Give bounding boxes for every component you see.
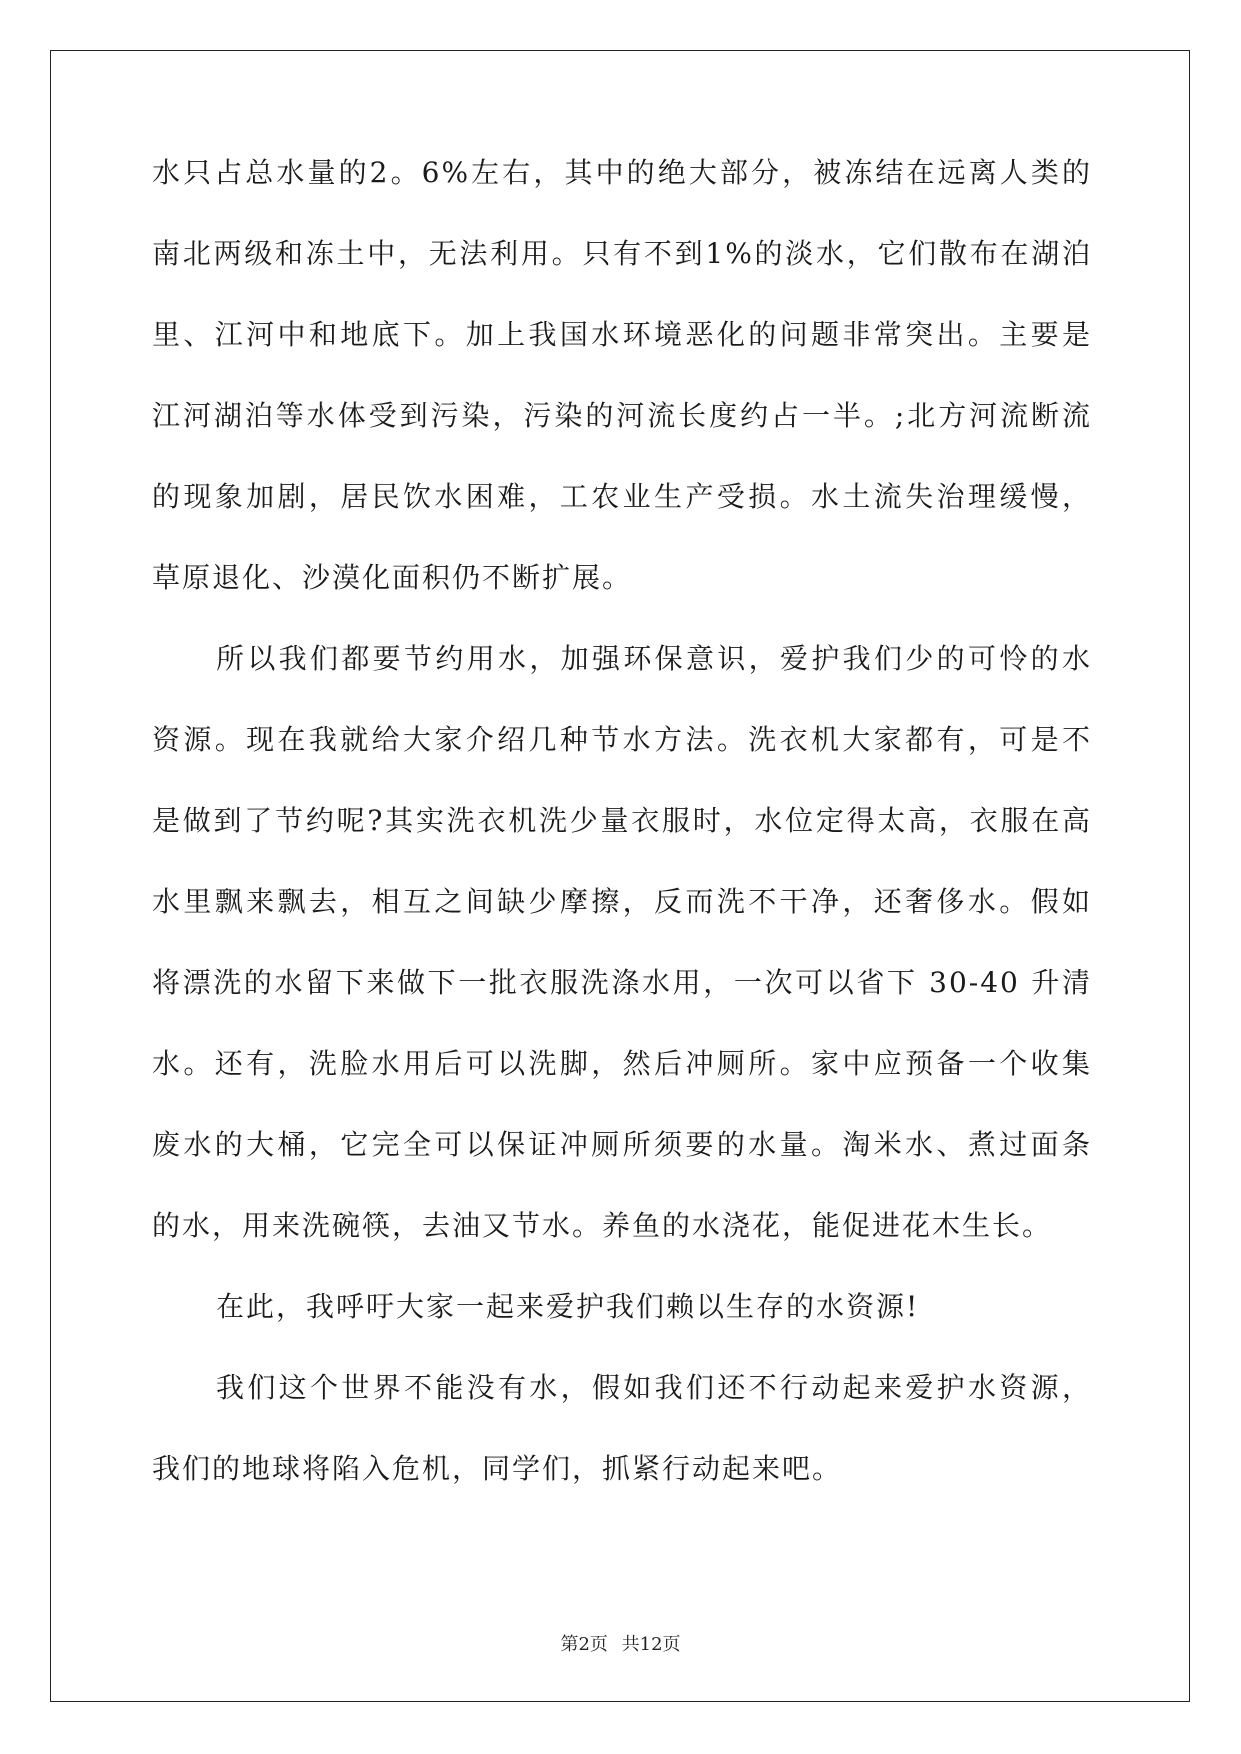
text-line: 水只占总水量的2。6%左右，其中的绝大部分，被冻结在远离人类的 [152, 156, 1092, 189]
text-line: 所以我们都要节约用水，加强环保意识，爱护我们少的可怜的水 [216, 642, 1092, 675]
text-line: 的现象加剧，居民饮水困难，工农业生产受损。水土流失治理缓慢， [152, 480, 1092, 513]
text-line: 的水，用来洗碗筷，去油又节水。养鱼的水浇花，能促进花木生长。 [152, 1209, 1053, 1242]
text-line: 废水的大桶，它完全可以保证冲厕所须要的水量。淘米水、煮过面条 [152, 1128, 1092, 1161]
text-line: 水。还有，洗脸水用后可以洗脚，然后冲厕所。家中应预备一个收集 [152, 1047, 1092, 1080]
paragraph-2 [152, 642, 1092, 1293]
total-pages: 共12页 [621, 1634, 681, 1655]
text-line: 将漂洗的水留下来做下一批衣服洗涤水用，一次可以省下 30-40 升清 [152, 966, 1092, 999]
page-number: 第2页 [560, 1634, 608, 1655]
text-line: 是做到了节约呢?其实洗衣机洗少量衣服时，水位定得太高，衣服在高 [152, 804, 1092, 837]
text-line: 资源。现在我就给大家介绍几种节水方法。洗衣机大家都有，可是不 [152, 723, 1092, 756]
paragraph-3 [152, 1290, 1092, 1374]
text-line: 我们这个世界不能没有水，假如我们还不行动起来爱护水资源， [216, 1371, 1092, 1404]
page-footer [0, 1630, 1241, 1656]
text-line: 我们的地球将陷入危机，同学们，抓紧行动起来吧。 [152, 1452, 843, 1485]
text-line: 江河湖泊等水体受到污染，污染的河流长度约占一半。;北方河流断流 [152, 399, 1092, 432]
text-line: 在此，我呼吁大家一起来爱护我们赖以生存的水资源! [216, 1290, 920, 1323]
text-line: 南北两级和冻土中，无法利用。只有不到1%的淡水，它们散布在湖泊 [152, 237, 1092, 270]
text-line: 草原退化、沙漠化面积仍不断扩展。 [152, 561, 633, 594]
document-body [152, 156, 1092, 1536]
paragraph-4 [152, 1371, 1092, 1536]
text-line: 水里飘来飘去，相互之间缺少摩擦，反而洗不干净，还奢侈水。假如 [152, 885, 1092, 918]
paragraph-1 [152, 156, 1092, 645]
text-line: 里、江河中和地底下。加上我国水环境恶化的问题非常突出。主要是 [152, 318, 1092, 351]
